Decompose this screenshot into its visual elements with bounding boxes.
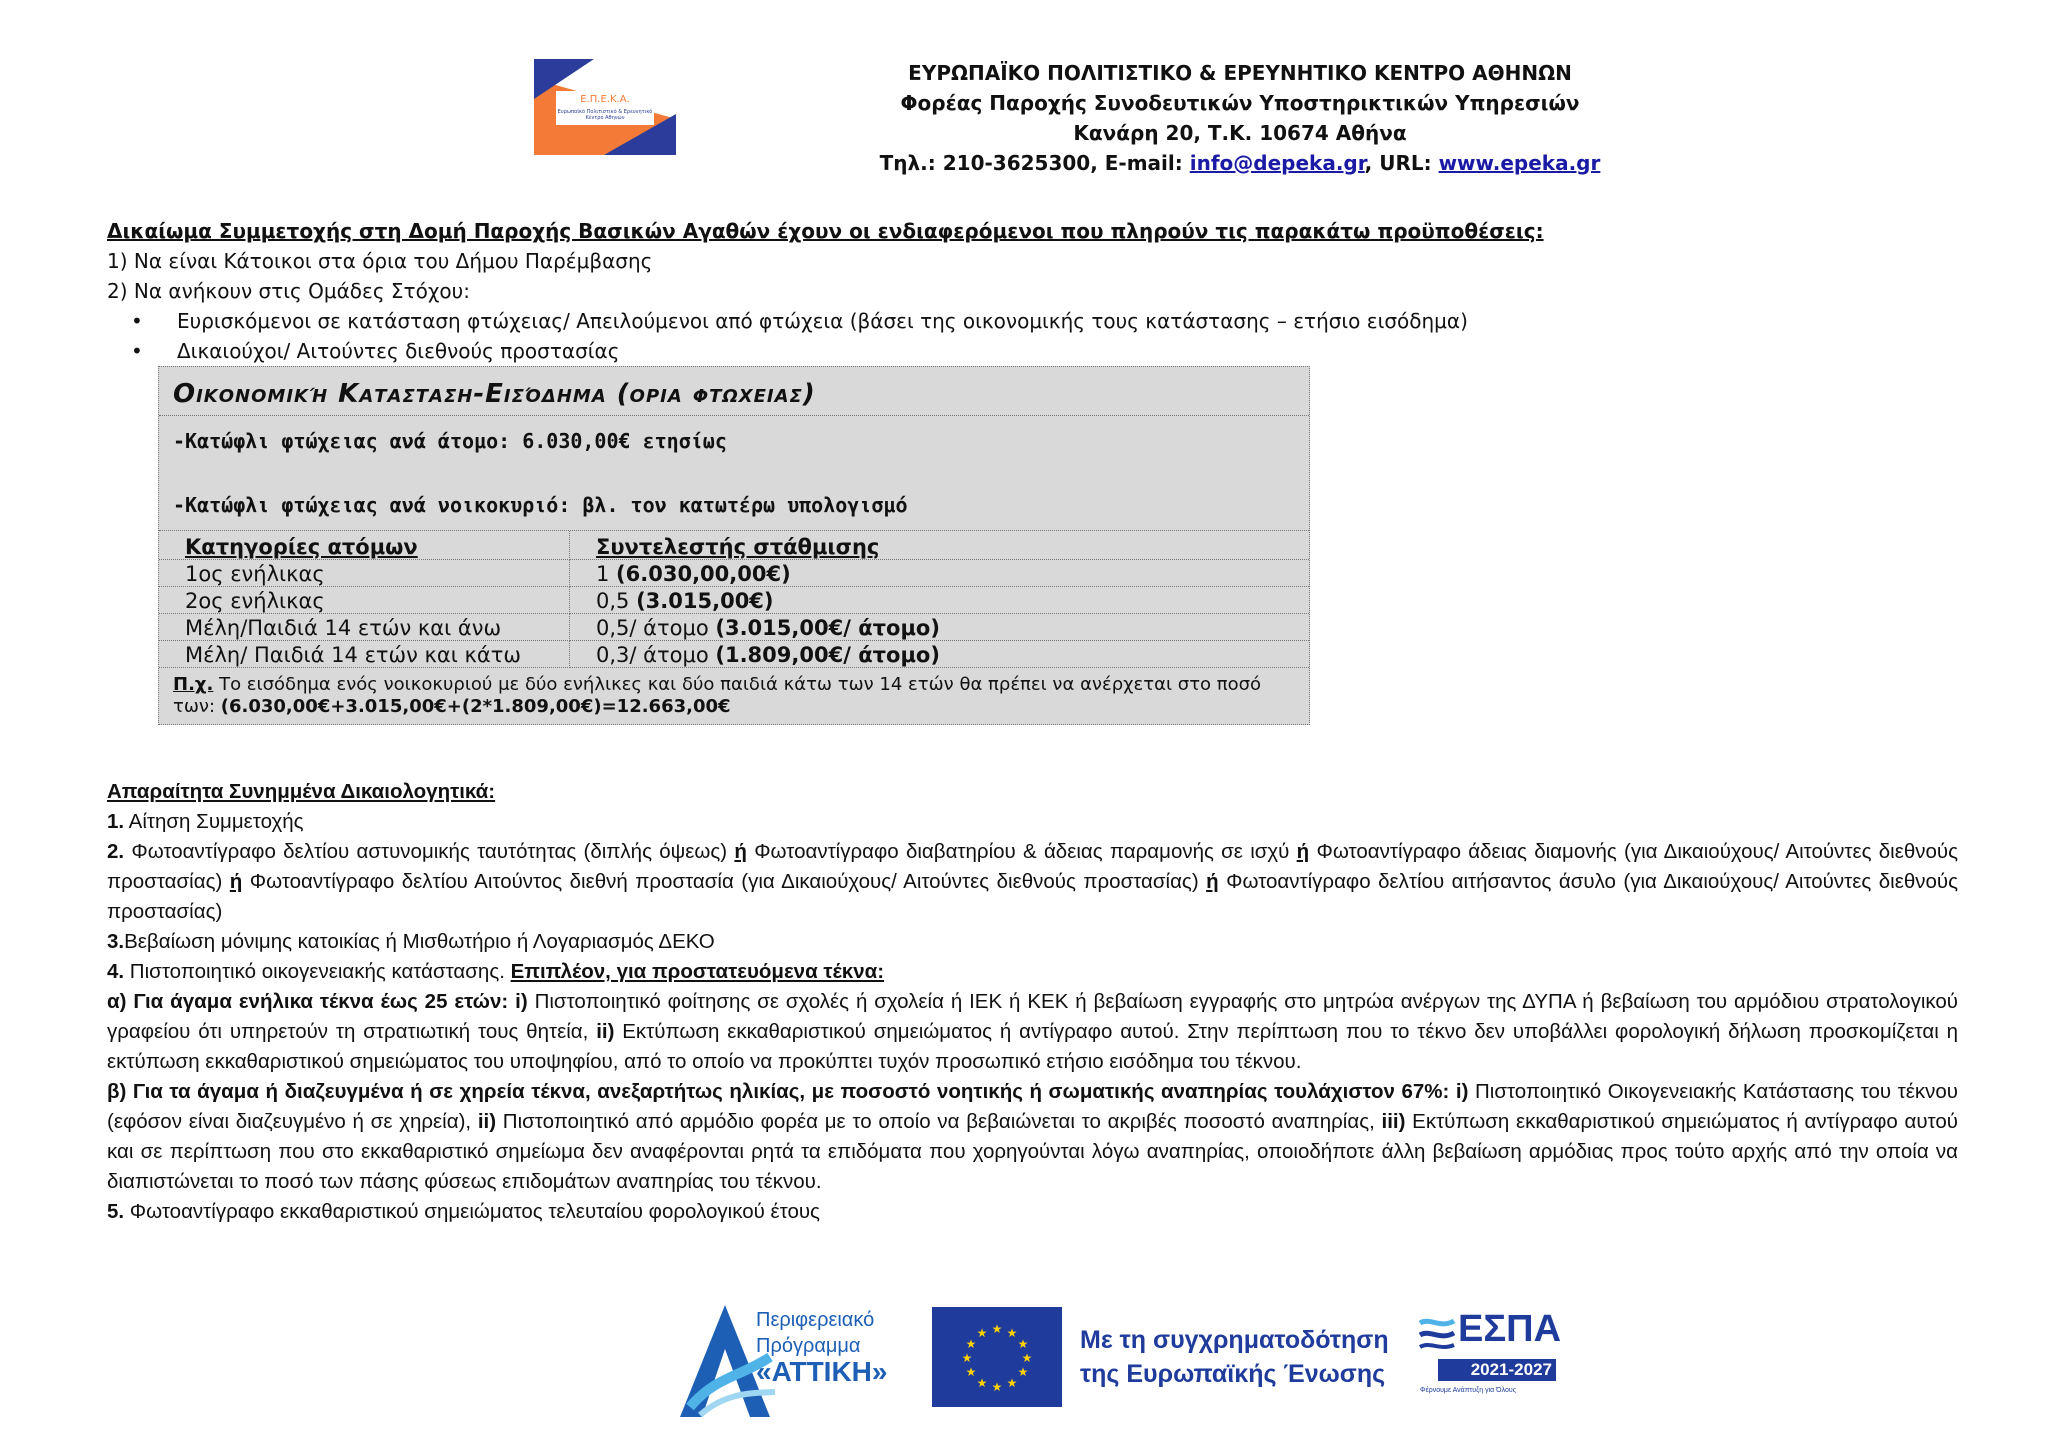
phone-text: Τηλ.: 210-3625300, E-mail: — [879, 151, 1190, 175]
org-address: Κανάρη 20, Τ.Κ. 10674 Αθήνα — [1073, 121, 1407, 145]
svg-text:★: ★ — [1006, 1376, 1018, 1390]
svg-text:★: ★ — [976, 1326, 988, 1340]
documents-heading: Απαραίτητα Συνημμένα Δικαιολογητικά: — [107, 780, 496, 803]
bullet-icon: • — [131, 309, 143, 333]
weighting-table — [159, 531, 1309, 668]
document-4b: β) Για τα άγαμα ή διαζευγμένα ή σε χηρεία τέκνα, ανεξαρτήτως ηλικίας, με ποσοστό νοητικής ή σωματικής αναπηρίας τουλάχιστον 67%: i) Πιστοποιητικό Οικογενειακής Κατάστασης του τέκνου (εφόσον είναι διαζευγμένο ή σε χηρεία), ii) Πιστοποιητικό από αρμόδιο φορέα με το οποίο να βεβαιώνεται το ακριβές ποσοστό αναπηρίας, iii) Εκτύπωση εκκαθαριστικού σημειώματος ή αντίγραφο αυτού και σε περίπτωση που στο εκκαθαριστικό σημείωμα δεν αναφέρονται ρητά τα επιδόματα που χορηγούνται λόγω αναπηρίας, οποιοδήποτε άλλη βεβαίωση αρμόδιας προς τούτο αρχής από την οποία να διαπιστώνεται το ποσό των πάσης φύσεως επιδομάτων αναπηρίας του τέκνου. — [107, 1080, 1958, 1193]
target-groups-list — [107, 306, 1987, 366]
espa-tagline: Φέρνουμε Ανάπτυξη για Όλους — [1420, 1387, 1517, 1394]
epeka-logo-graphic — [534, 59, 676, 155]
table-row — [159, 560, 1309, 587]
espa-years: 2021-2027 — [1438, 1359, 1556, 1381]
eu-flag — [932, 1307, 1062, 1407]
organization-header — [860, 58, 1620, 178]
svg-text:★: ★ — [1021, 1351, 1033, 1365]
org-contact — [860, 148, 1620, 178]
row-factor: 0,5/ άτομο (3.015,00€/ άτομο) — [570, 614, 1310, 641]
example-text: Το εισόδημα ενός νοικοκυριού με δύο ενήλικες και δύο παιδιά κάτω των 14 ετών θα πρέπει να ανέρχεται στο ποσό των: — [173, 674, 1262, 717]
svg-text:★: ★ — [1006, 1326, 1018, 1340]
poverty-threshold-box — [158, 366, 1310, 725]
document-4: 4. Πιστοποιητικό οικογενειακής κατάστασης. Επιπλέον, για προστατευόμενα τέκνα: — [107, 960, 885, 983]
cofund-text — [1080, 1323, 1389, 1391]
svg-text:★: ★ — [976, 1376, 988, 1390]
eligibility-section — [107, 216, 1987, 366]
document-2: 2. Φωτοαντίγραφο δελτίου αστυνομικής ταυτότητας (διπλής όψεως) ή Φωτοαντίγραφο διαβατηρίου & άδειας παραμονής σε ισχύ ή Φωτοαντίγραφο άδειας διαμονής (για Δικαιούχους/ Αιτούντες διεθνούς προστασίας) ή Φωτοαντίγραφο δελτίου Αιτούντος διεθνή προστασία (για Δικαιούχους/ Αιτούντες διεθνούς προστασίας) ή Φωτοαντίγραφο δελτίου αιτήσαντος άσυλο (για Δικαιούχους/ Αιτούντες διεθνούς προστασίας) — [107, 840, 1958, 923]
table-row — [159, 587, 1309, 614]
attiki-line1: Περιφερειακό — [756, 1309, 875, 1331]
row-factor: 0,3/ άτομο (1.809,00€/ άτομο) — [570, 641, 1310, 668]
list-item — [107, 336, 1987, 366]
row-factor: 0,5 (3.015,00€) — [570, 587, 1310, 614]
url-prefix: , URL: — [1364, 151, 1439, 175]
attiki-program-logo — [670, 1297, 920, 1427]
row-category: Μέλη/Παιδιά 14 ετών και άνω — [159, 614, 570, 641]
epeka-logo — [534, 59, 676, 155]
col-header-category: Κατηγορίες ατόμων — [159, 531, 570, 560]
bullet-icon: • — [131, 339, 143, 363]
svg-text:★: ★ — [1017, 1365, 1029, 1379]
email-link[interactable]: info@depeka.gr — [1189, 151, 1365, 175]
list-item — [107, 306, 1987, 336]
row-category: 2ος ενήλικας — [159, 587, 570, 614]
attiki-name: «ΑΤΤΙΚΗ» — [756, 1356, 888, 1387]
row-factor: 1 (6.030,00,00€) — [570, 560, 1310, 587]
svg-text:★: ★ — [1017, 1337, 1029, 1351]
threshold-person: -Κατώφλι φτώχειας ανά άτομο: 6.030,00€ ετησίως — [173, 429, 727, 453]
row-category: 1ος ενήλικας — [159, 560, 570, 587]
svg-text:★: ★ — [991, 1380, 1003, 1394]
poverty-box-title: Οικονομική Κατασταση-Εισόδημα (ορια φτωχειας) — [159, 367, 1309, 416]
table-header-row — [159, 531, 1309, 560]
row-category: Μέλη/ Παιδιά 14 ετών και κάτω — [159, 641, 570, 668]
attiki-line2: Πρόγραμμα — [756, 1335, 861, 1357]
eligibility-heading: Δικαίωμα Συμμετοχής στη Δομή Παροχής Βασικών Αγαθών έχουν οι ενδιαφερόμενοι που πληρούν τις παρακάτω προϋποθέσεις: — [107, 219, 1544, 243]
espa-waves-icon — [1418, 1315, 1458, 1351]
eligibility-item-1: 1) Να είναι Κάτοικοι στα όρια του Δήμου Παρέμβασης — [107, 249, 653, 273]
example-label: Π.χ. — [173, 674, 214, 695]
svg-text:★: ★ — [965, 1365, 977, 1379]
required-documents — [107, 777, 1958, 1227]
org-name: ΕΥΡΩΠΑΪΚΟ ΠΟΛΙΤΙΣΤΙΚΟ & ΕΡΕΥΝΗΤΙΚΟ ΚΕΝΤΡΟ ΑΘΗΝΩΝ — [908, 61, 1572, 85]
cofund-line2: της Ευρωπαϊκής Ένωσης — [1080, 1360, 1386, 1388]
target-group-poverty: Ευρισκόμενοι σε κατάσταση φτώχειας/ Απειλούμενοι από φτώχεια (βάσει της οικονομικής τους κατάστασης – ετήσιο εισόδημα) — [177, 309, 1468, 333]
document-4a: α) Για άγαμα ενήλικα τέκνα έως 25 ετών: i) Πιστοποιητικό φοίτησης σε σχολές ή σχολεία ή ΙΕΚ ή ΚΕΚ ή βεβαίωση εγγραφής στο μητρώα ανέργων της ΔΥΠΑ ή βεβαίωση του αρμόδιου στρατολογικού γραφείου ότι υπηρετούν τη στρατιωτική τους θητεία, ii) Εκτύπωση εκκαθαριστικού σημειώματος ή αντίγραφο αυτού. Στην περίπτωση που το τέκνο δεν υποβάλλει φορολογική δήλωση προσκομίζεται η εκτύπωση εκκαθαριστικού σημειώματος του υποψηφίου, από το οποίο να προκύπτει τυχόν προσωπικό ετήσιο εισόδημα του τέκνου. — [107, 990, 1959, 1073]
svg-text:★: ★ — [961, 1351, 973, 1365]
household-example — [159, 668, 1309, 724]
document-3: 3.Βεβαίωση μόνιμης κατοικίας ή Μισθωτήριο ή Λογαριασμός ΔΕΚΟ — [107, 930, 715, 953]
table-row — [159, 641, 1309, 668]
eligibility-item-2: 2) Να ανήκουν στις Ομάδες Στόχου: — [107, 279, 470, 303]
svg-text:★: ★ — [965, 1337, 977, 1351]
logo-subtext: Ευρωπαϊκό Πολιτιστικό & Ερευνητικό Κέντρο Αθηνών — [557, 109, 653, 121]
eu-stars-icon — [932, 1307, 1062, 1407]
espa-logo — [1418, 1307, 1562, 1407]
website-link[interactable]: www.epeka.gr — [1438, 151, 1601, 175]
funding-logos — [670, 1297, 1570, 1427]
threshold-household: -Κατώφλι φτώχειας ανά νοικοκυριό: βλ. τον κατωτέρω υπολογισμό — [173, 493, 908, 517]
thresholds — [159, 416, 1309, 531]
svg-text:★: ★ — [991, 1322, 1003, 1336]
target-group-protection: Δικαιούχοι/ Αιτούντες διεθνούς προστασίας — [177, 339, 620, 363]
logo-text: Ε.Π.Ε.Κ.Α. — [580, 94, 630, 105]
col-header-factor: Συντελεστής στάθμισης — [570, 531, 1310, 560]
cofund-line1: Με τη συγχρηματοδότηση — [1080, 1326, 1389, 1354]
example-sum: (6.030,00€+3.015,00€+(2*1.809,00€)=12.663,00€ — [220, 696, 731, 717]
document-1: 1. Αίτηση Συμμετοχής — [107, 810, 304, 833]
espa-title: ΕΣΠΑ — [1458, 1308, 1562, 1350]
org-subtitle: Φορέας Παροχής Συνοδευτικών Υποστηρικτικών Υπηρεσιών — [900, 91, 1580, 115]
table-row — [159, 614, 1309, 641]
document-5: 5. Φωτοαντίγραφο εκκαθαριστικού σημειώματος τελευταίου φορολογικού έτους — [107, 1200, 820, 1223]
